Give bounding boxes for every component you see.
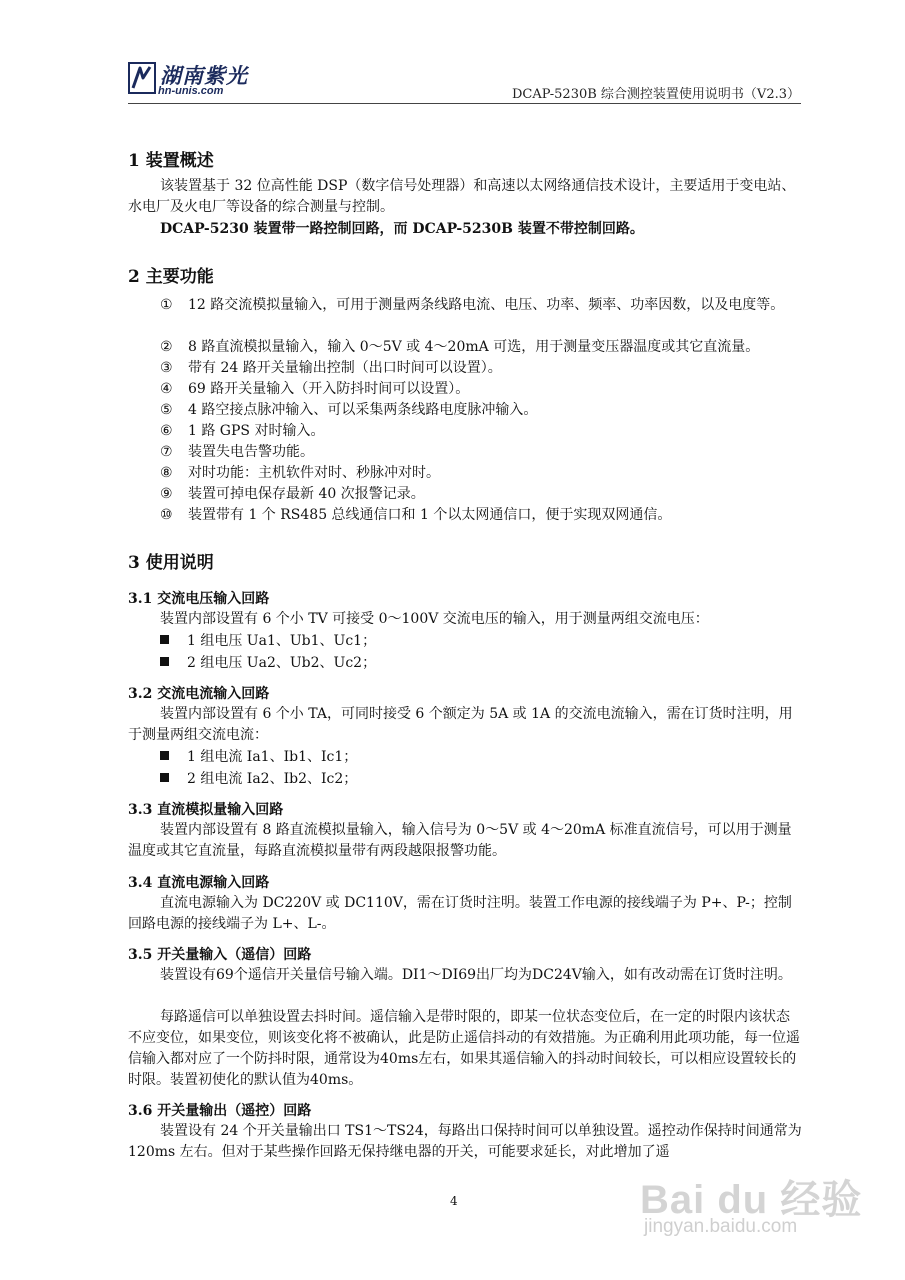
page-number: 4 <box>450 1194 458 1208</box>
voltage-group-1 <box>160 631 376 652</box>
section-1-paragraph-1: 该装置基于 32 位高性能 DSP（数字信号处理器）和高速以太网络通信技术设计，主要适用于变电站、水电厂及火电厂等设备的综合测量与控制。 <box>128 178 796 215</box>
section-3-2-paragraph: 装置内部设置有 6 个小 TA，可同时接受 6 个额定为 5A 或 1A 的交流电流输入，需在订货时注明，用于测量两组交流电流： <box>128 706 793 743</box>
item-number: ⑥ <box>160 423 173 439</box>
item-text: 4 路空接点脉冲输入、可以采集两条线路电度脉冲输入。 <box>188 402 538 418</box>
section-3-5-heading: 3.5 开关量输入（遥信）回路 <box>128 947 312 963</box>
watermark <box>632 1168 882 1248</box>
section-3-5-paragraph-2: 每路遥信可以单独设置去抖时间。遥信输入是带时限的，即某一位状态变位后，在一定的时限内该状态不应变位，如果变位，则该变化将不被确认，此是防止遥信抖动的有效措施。为正确利用此项功能，每一位遥信输入都对应了一个防抖时限，通常设为40ms左右，如果其遥信输入的抖动时间较长，可以相应设置较长的时限。装置初使化的默认值为40ms。 <box>128 1009 800 1088</box>
document-title: DCAP-5230B 综合测控装置使用说明书（V2.3） <box>511 87 800 102</box>
item-number: ⑧ <box>160 465 173 481</box>
section-3-5-paragraph-1: 装置设有69个遥信开关量信号输入端。DI1～DI69出厂均为DC24V输入，如有改动需在订货时注明。 <box>160 967 792 983</box>
function-item-1 <box>160 295 802 316</box>
item-number: ⑦ <box>160 444 173 460</box>
watermark-url: jingyan.baidu.com <box>644 1216 798 1237</box>
section-3-3-paragraph: 装置内部设置有 8 路直流模拟量输入，输入信号为 0～5V 或 4～20mA 标准直流信号，可以用于测量温度或其它直流量，每路直流模拟量带有两段越限报警功能。 <box>128 822 792 859</box>
function-item-9 <box>160 484 802 505</box>
section-3-6-heading: 3.6 开关量输出（遥控）回路 <box>128 1103 312 1119</box>
function-item-2 <box>160 337 802 358</box>
header-divider <box>128 103 801 104</box>
watermark-logo: Bai du 经验 <box>640 1178 863 1222</box>
item-number: ⑩ <box>160 507 173 523</box>
section-3-heading: 3 使用说明 <box>128 553 214 573</box>
section-3-1-paragraph: 装置内部设置有 6 个小 TV 可接受 0～100V 交流电压的输入，用于测量两组交流电压： <box>160 611 709 627</box>
item-text: 1 路 GPS 对时输入。 <box>188 423 325 439</box>
current-group-2 <box>160 769 357 790</box>
item-text: 69 路开关量输入（开入防抖时间可以设置）。 <box>188 381 470 397</box>
section-1-paragraph-2: DCAP-5230 装置带一路控制回路，而 DCAP-5230B 装置不带控制回路。 <box>160 221 644 237</box>
logo-mark-icon <box>128 62 156 94</box>
item-text: 装置失电告警功能。 <box>188 444 314 460</box>
function-item-3 <box>160 358 802 379</box>
item-text: 带有 24 路开关量输出控制（出口时间可以设置）。 <box>188 360 502 376</box>
logo-text: 湖南紫光 <box>160 63 248 88</box>
item-number: ⑨ <box>160 486 173 502</box>
function-item-4 <box>160 379 802 400</box>
bullet-square-icon <box>160 657 169 666</box>
bullet-square-icon <box>160 635 169 644</box>
item-text: 8 路直流模拟量输入，输入 0～5V 或 4～20mA 可选，用于测量变压器温度或其它直流量。 <box>188 339 760 355</box>
bullet-text: 2 组电压 Ua2、Ub2、Uc2； <box>187 655 377 671</box>
item-text: 12 路交流模拟量输入，可用于测量两条线路电流、电压、功率、频率、功率因数，以及电度等。 <box>188 297 785 313</box>
section-2-heading: 2 主要功能 <box>128 267 214 287</box>
bullet-square-icon <box>160 773 169 782</box>
bullet-text: 1 组电流 Ia1、Ib1、Ic1； <box>187 749 358 765</box>
item-text: 装置可掉电保存最新 40 次报警记录。 <box>188 486 425 502</box>
item-number: ① <box>160 297 173 313</box>
bullet-text: 1 组电压 Ua1、Ub1、Uc1； <box>187 633 377 649</box>
item-number: ⑤ <box>160 402 173 418</box>
section-3-4-heading: 3.4 直流电源输入回路 <box>128 875 270 891</box>
logo-url: hn-unis.com <box>158 85 224 97</box>
item-text: 对时功能：主机软件对时、秒脉冲对时。 <box>188 465 440 481</box>
section-3-6-paragraph: 装置设有 24 个开关量输出口 TS1～TS24，每路出口保持时间可以单独设置。遥控动作保持时间通常为 120ms 左右。但对于某些操作回路无保持继电器的开关，可能要求延长，对此增加了遥 <box>128 1123 802 1160</box>
item-text: 装置带有 1 个 RS485 总线通信口和 1 个以太网通信口，便于实现双网通信。 <box>188 507 672 523</box>
function-item-6 <box>160 421 802 442</box>
section-3-3-heading: 3.3 直流模拟量输入回路 <box>128 802 284 818</box>
section-3-1-heading: 3.1 交流电压输入回路 <box>128 591 270 607</box>
section-1-heading: 1 装置概述 <box>128 151 214 171</box>
bullet-text: 2 组电流 Ia2、Ib2、Ic2； <box>187 771 358 787</box>
section-3-2-heading: 3.2 交流电流输入回路 <box>128 686 270 702</box>
function-item-7 <box>160 442 802 463</box>
voltage-group-2 <box>160 653 376 674</box>
function-item-8 <box>160 463 802 484</box>
item-number: ③ <box>160 360 173 376</box>
function-item-10 <box>160 505 802 526</box>
section-3-4-paragraph: 直流电源输入为 DC220V 或 DC110V，需在订货时注明。装置工作电源的接线端子为 P+、P-；控制回路电源的接线端子为 L+、L-。 <box>128 895 792 932</box>
company-logo <box>128 60 258 104</box>
item-number: ④ <box>160 381 173 397</box>
bullet-square-icon <box>160 751 169 760</box>
function-item-5 <box>160 400 802 421</box>
item-number: ② <box>160 339 173 355</box>
current-group-1 <box>160 747 357 768</box>
